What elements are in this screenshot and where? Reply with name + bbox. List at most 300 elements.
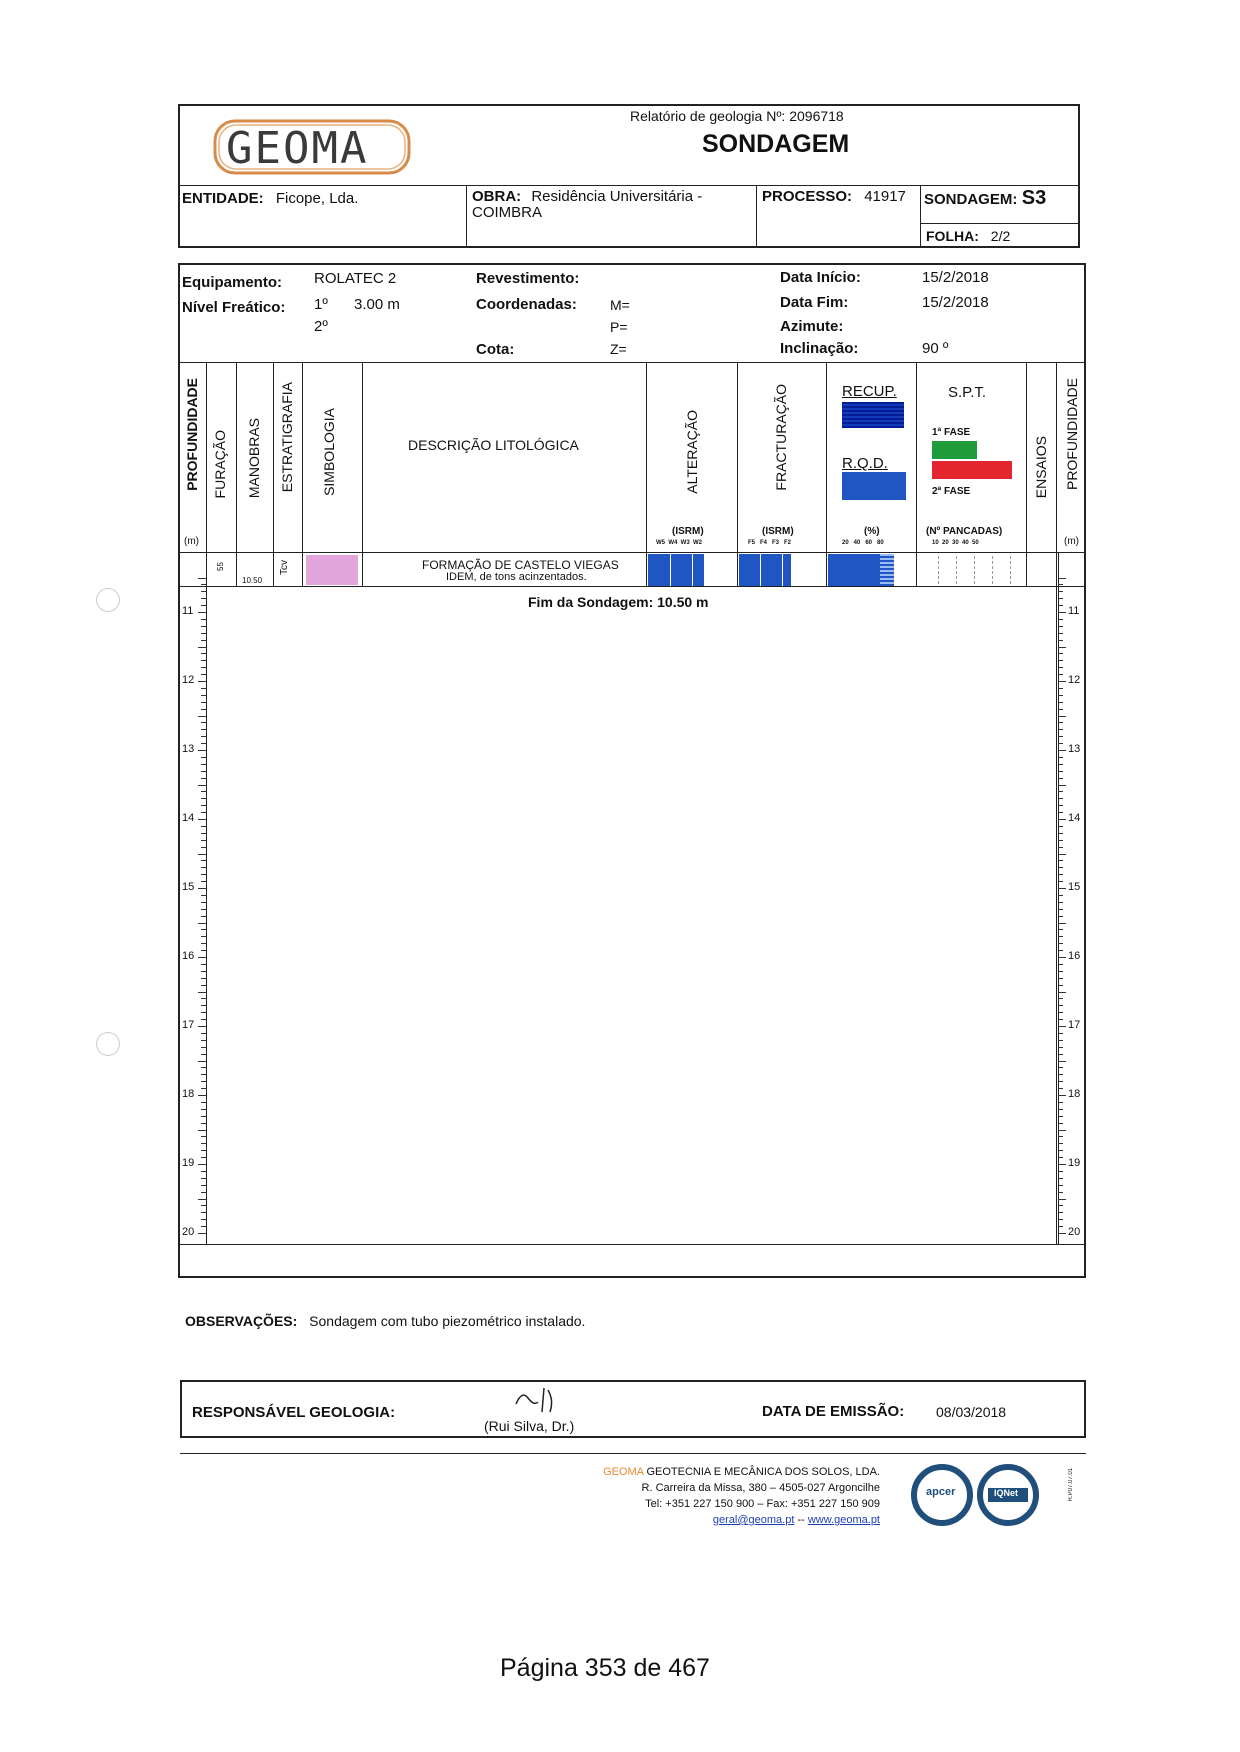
- depth-tick: [201, 929, 206, 930]
- alteracao-grid-2: [692, 554, 693, 586]
- depth-tick: [201, 674, 206, 675]
- col-profundidade-r-unit: (m): [1064, 536, 1079, 547]
- recup-scale: 20 40 60 80: [842, 540, 884, 546]
- recup-unit: (%): [864, 526, 880, 537]
- equipamento-value: ROLATEC 2: [314, 270, 397, 287]
- row-alteracao-bar: [648, 554, 704, 586]
- depth-label: 18: [1068, 1088, 1081, 1100]
- depth-tick: [201, 764, 206, 765]
- depth-tick: [198, 750, 206, 751]
- observacoes-value: Sondagem com tubo piezométrico instalado.: [309, 1313, 586, 1329]
- observacoes: [185, 1313, 585, 1329]
- logo-text: GEOMA: [226, 123, 369, 174]
- certification-logos: [906, 1462, 1046, 1528]
- footer-email-link[interactable]: geral@geoma.pt: [712, 1514, 795, 1526]
- depth-tick: [1058, 936, 1063, 937]
- row-desc-1: FORMAÇÃO DE CASTELO VIEGAS: [422, 558, 619, 572]
- data-inicio-value: 15/2/2018: [922, 269, 989, 286]
- depth-tick: [1058, 716, 1066, 717]
- depth-tick: [1058, 764, 1063, 765]
- page-number: Página 353 de 467: [500, 1654, 710, 1682]
- spt-grid-5: [1010, 556, 1011, 584]
- depth-tick: [1058, 964, 1063, 965]
- inclinacao-value: 90 º: [922, 340, 949, 357]
- footer-rule: [180, 1453, 1086, 1454]
- folha: [926, 228, 1010, 244]
- depth-tick: [1058, 1136, 1063, 1137]
- signature-icon: [508, 1382, 578, 1418]
- depth-label: 14: [1068, 812, 1081, 824]
- nivel-2: 2º: [314, 318, 328, 335]
- depth-tick: [201, 640, 206, 641]
- depth-label: 13: [1068, 743, 1081, 755]
- depth-label: 17: [182, 1019, 195, 1031]
- depth-tick: [1058, 785, 1066, 786]
- depth-tick: [198, 819, 206, 820]
- depth-tick: [1058, 929, 1063, 930]
- sondagem-value: S3: [1021, 187, 1047, 209]
- depth-tick: [1058, 1012, 1063, 1013]
- col-alteracao: ALTERAÇÃO: [684, 410, 700, 494]
- depth-tick: [1058, 909, 1063, 910]
- depth-tick: [1058, 826, 1063, 827]
- row-furacao: 55: [215, 562, 225, 571]
- report-number: Relatório de geologia Nº: 2096718: [630, 108, 844, 124]
- depth-tick: [1058, 695, 1063, 696]
- geoma-logo: [212, 117, 412, 177]
- depth-tick: [1058, 1192, 1063, 1193]
- depth-tick: [1058, 1178, 1063, 1179]
- entidade-label: ENTIDADE:: [182, 190, 264, 207]
- col-line-2: [236, 362, 237, 586]
- col-furacao: FURAÇÃO: [212, 430, 228, 499]
- depth-tick: [198, 1061, 206, 1062]
- depth-tick: [201, 1109, 206, 1110]
- depth-tick: [1058, 874, 1063, 875]
- col-line-5: [362, 362, 363, 586]
- depth-tick: [201, 950, 206, 951]
- depth-tick: [1058, 667, 1063, 668]
- cert-iqnet: IQNet: [994, 1488, 1019, 1498]
- footer-doc-code: R.P07.07.01: [1068, 1468, 1074, 1502]
- col-profundidade-unit: (m): [184, 536, 199, 547]
- depth-tick: [1058, 1005, 1063, 1006]
- depth-tick: [198, 888, 206, 889]
- entidade-value: Ficope, Lda.: [275, 190, 359, 207]
- col-fracturacao: FRACTURAÇÃO: [773, 384, 789, 491]
- depth-tick: [201, 1019, 206, 1020]
- depth-tick: [201, 1067, 206, 1068]
- responsavel-name: (Rui Silva, Dr.): [484, 1418, 575, 1434]
- depth-tick: [201, 598, 206, 599]
- header-vline-3: [920, 185, 921, 248]
- depth-tick: [201, 1012, 206, 1013]
- depth-tick: [1058, 923, 1066, 924]
- recup-label: RECUP.: [842, 383, 897, 400]
- row-fracturacao-bar: [739, 554, 791, 586]
- folha-label: FOLHA:: [926, 228, 979, 244]
- depth-tick: [201, 847, 206, 848]
- right-depth-ruler: [1056, 552, 1084, 1252]
- depth-tick: [1058, 805, 1063, 806]
- depth-tick: [1058, 819, 1066, 820]
- depth-tick: [201, 709, 206, 710]
- depth-tick: [1058, 1081, 1063, 1082]
- depth-tick: [198, 1199, 206, 1200]
- depth-tick: [201, 1205, 206, 1206]
- depth-tick: [201, 1171, 206, 1172]
- fase1-label: 1ª FASE: [932, 427, 971, 438]
- depth-tick: [1058, 729, 1063, 730]
- punch-hole-1: [96, 588, 120, 612]
- depth-label: 19: [182, 1157, 195, 1169]
- right-ruler-axis: [1058, 552, 1059, 1244]
- depth-tick: [1058, 1199, 1066, 1200]
- depth-tick: [201, 936, 206, 937]
- depth-label: 17: [1068, 1019, 1081, 1031]
- depth-tick: [201, 1157, 206, 1158]
- responsavel-label: RESPONSÁVEL GEOLOGIA:: [192, 1404, 396, 1421]
- alteracao-grid-1: [670, 554, 671, 586]
- depth-label: 12: [182, 674, 195, 686]
- depth-tick: [1058, 771, 1063, 772]
- nivel-1: 1º: [314, 296, 328, 313]
- page-title: SONDAGEM: [702, 130, 850, 158]
- depth-tick: [201, 909, 206, 910]
- recup-swatch: [842, 402, 904, 428]
- depth-tick: [201, 1219, 206, 1220]
- row-desc-2: IDEM, de tons acinzentados.: [446, 571, 587, 583]
- depth-tick: [1058, 1185, 1063, 1186]
- revestimento-label: Revestimento:: [476, 270, 580, 287]
- depth-tick: [1058, 957, 1066, 958]
- depth-tick: [201, 874, 206, 875]
- depth-tick: [201, 812, 206, 813]
- entidade: [182, 190, 358, 207]
- data-inicio-label: Data Início:: [780, 269, 861, 286]
- fracturacao-scale: F5 F4 F3 F2: [748, 540, 792, 546]
- depth-tick: [201, 660, 206, 661]
- depth-tick: [201, 722, 206, 723]
- depth-tick: [1058, 619, 1063, 620]
- spt-grid-3: [974, 556, 975, 584]
- depth-tick: [1058, 1033, 1063, 1034]
- col-profundidade: PROFUNDIDADE: [184, 378, 200, 491]
- depth-tick: [201, 695, 206, 696]
- inclinacao-label: Inclinação:: [780, 340, 859, 357]
- depth-label: 12: [1068, 674, 1081, 686]
- depth-tick: [1058, 1212, 1063, 1213]
- depth-tick: [198, 1026, 206, 1027]
- folha-value: 2/2: [990, 228, 1011, 244]
- depth-tick: [201, 840, 206, 841]
- depth-tick: [1058, 1143, 1063, 1144]
- obra-label: OBRA:: [472, 188, 522, 205]
- depth-tick: [198, 612, 206, 613]
- depth-tick: [1058, 757, 1063, 758]
- depth-tick: [1058, 1123, 1063, 1124]
- footer-street: R. Carreira da Missa, 380 – 4505-027 Argoncilhe: [641, 1482, 880, 1494]
- depth-tick: [201, 702, 206, 703]
- depth-tick: [1058, 798, 1063, 799]
- footer-web-link[interactable]: www.geoma.pt: [807, 1514, 880, 1526]
- depth-tick: [1058, 591, 1063, 592]
- depth-tick: [201, 1192, 206, 1193]
- depth-tick: [1058, 1047, 1063, 1048]
- depth-tick: [1058, 888, 1066, 889]
- row-recup-bar: [880, 554, 894, 586]
- depth-tick: [1058, 971, 1063, 972]
- col-simbologia: SIMBOLOGIA: [321, 408, 337, 496]
- depth-tick: [1058, 1019, 1063, 1020]
- depth-tick: [201, 833, 206, 834]
- depth-tick: [201, 902, 206, 903]
- depth-tick: [201, 985, 206, 986]
- depth-tick: [198, 578, 206, 579]
- depth-tick: [1058, 612, 1066, 613]
- depth-tick: [1058, 688, 1063, 689]
- depth-tick: [201, 584, 206, 585]
- depth-tick: [201, 826, 206, 827]
- footer-company: GEOTECNIA E MECÂNICA DOS SOLOS, LDA.: [646, 1466, 880, 1478]
- data-fim-label: Data Fim:: [780, 294, 849, 311]
- depth-label: 19: [1068, 1157, 1081, 1169]
- depth-tick: [1058, 1219, 1063, 1220]
- depth-tick: [201, 916, 206, 917]
- depth-tick: [201, 1116, 206, 1117]
- col-line-9: [916, 362, 917, 586]
- z-label: Z=: [610, 341, 627, 357]
- depth-tick: [1058, 1074, 1063, 1075]
- depth-tick: [1058, 1067, 1063, 1068]
- depth-tick: [1058, 867, 1063, 868]
- depth-tick: [1058, 633, 1063, 634]
- depth-tick: [201, 1102, 206, 1103]
- depth-tick: [1058, 998, 1063, 999]
- depth-label: 16: [182, 950, 195, 962]
- depth-tick: [1058, 1061, 1066, 1062]
- depth-tick: [201, 1033, 206, 1034]
- depth-tick: [198, 681, 206, 682]
- depth-tick: [1058, 750, 1066, 751]
- depth-tick: [201, 1178, 206, 1179]
- observacoes-label: OBSERVAÇÕES:: [185, 1313, 298, 1329]
- depth-tick: [1058, 598, 1063, 599]
- depth-tick: [1058, 985, 1063, 986]
- data-emissao-value: 08/03/2018: [936, 1404, 1007, 1420]
- depth-tick: [201, 1143, 206, 1144]
- log-header-bottom: [178, 552, 1086, 553]
- depth-tick: [198, 1164, 206, 1165]
- depth-tick: [201, 867, 206, 868]
- spt-grid-4: [992, 556, 993, 584]
- data-fim-value: 15/2/2018: [922, 294, 989, 311]
- depth-tick: [1058, 1226, 1063, 1227]
- processo-value: 41917: [864, 188, 906, 205]
- depth-label: 13: [182, 743, 195, 755]
- row-simbologia-fill: [306, 555, 358, 585]
- col-line-6: [646, 362, 647, 586]
- m-label: M=: [610, 297, 630, 313]
- depth-tick: [201, 778, 206, 779]
- depth-tick: [1058, 881, 1063, 882]
- obra-value-2: COIMBRA: [472, 204, 543, 221]
- depth-tick: [1058, 860, 1063, 861]
- depth-tick: [201, 1040, 206, 1041]
- obra-value-1: Residência Universitária -: [531, 188, 703, 205]
- alteracao-unit: (ISRM): [672, 526, 704, 537]
- depth-tick: [1058, 1088, 1063, 1089]
- fase1-swatch: [932, 441, 977, 459]
- depth-tick: [1058, 584, 1063, 585]
- depth-tick: [1058, 950, 1063, 951]
- depth-tick: [201, 964, 206, 965]
- depth-tick: [201, 619, 206, 620]
- col-line-10: [1026, 362, 1027, 586]
- row-rqd-bar: [828, 554, 880, 586]
- depth-tick: [201, 1074, 206, 1075]
- depth-tick: [1058, 833, 1063, 834]
- depth-tick: [201, 1088, 206, 1089]
- depth-tick: [201, 998, 206, 999]
- depth-tick: [1058, 743, 1063, 744]
- depth-tick: [1058, 722, 1063, 723]
- depth-tick: [1058, 736, 1063, 737]
- header-divider: [178, 185, 1080, 186]
- col-descricao: DESCRIÇÃO LITOLÓGICA: [408, 437, 579, 453]
- col-estratigrafia: ESTRATIGRAFIA: [279, 382, 295, 493]
- depth-tick: [201, 791, 206, 792]
- spt-grid-2: [956, 556, 957, 584]
- header-folha-line: [920, 223, 1080, 224]
- footer-phone: Tel: +351 227 150 900 – Fax: +351 227 150 909: [645, 1498, 880, 1510]
- depth-tick: [201, 1150, 206, 1151]
- fim-sondagem: Fim da Sondagem: 10.50 m: [528, 594, 709, 610]
- processo: [762, 188, 906, 205]
- depth-tick: [1058, 647, 1066, 648]
- footer-address: [540, 1464, 880, 1528]
- cota-label: Cota:: [476, 341, 515, 358]
- data-emissao-label: DATA DE EMISSÃO:: [762, 1403, 905, 1420]
- depth-tick: [201, 805, 206, 806]
- depth-tick: [1058, 653, 1063, 654]
- fase2-label: 2ª FASE: [932, 486, 971, 497]
- depth-tick: [201, 626, 206, 627]
- log-bottom-line: [178, 1244, 1086, 1245]
- depth-tick: [1058, 681, 1066, 682]
- depth-tick: [1058, 916, 1063, 917]
- depth-label: 15: [1068, 881, 1081, 893]
- depth-tick: [201, 1226, 206, 1227]
- row-manobra: 10.50: [242, 576, 263, 585]
- depth-tick: [1058, 709, 1063, 710]
- log-row-bottom: [178, 586, 1086, 587]
- depth-tick: [201, 971, 206, 972]
- depth-tick: [198, 785, 206, 786]
- depth-tick: [201, 736, 206, 737]
- spt-grid-1: [938, 556, 939, 584]
- depth-tick: [198, 1130, 206, 1131]
- rqd-swatch: [842, 472, 906, 500]
- depth-tick: [1058, 626, 1063, 627]
- depth-label: 11: [1068, 605, 1080, 617]
- depth-tick: [201, 591, 206, 592]
- footer-brand: GEOMA: [603, 1466, 644, 1478]
- depth-tick: [1058, 1171, 1063, 1172]
- cert-apcer: apcer: [926, 1486, 956, 1498]
- depth-label: 20: [182, 1226, 195, 1238]
- depth-tick: [1058, 1116, 1063, 1117]
- rqd-label: R.Q.D.: [842, 455, 888, 472]
- col-ensaios: ENSAIOS: [1033, 436, 1049, 499]
- depth-tick: [198, 1233, 206, 1234]
- footer-link-separator: --: [794, 1514, 808, 1526]
- log-box: [178, 263, 1086, 1278]
- spt-label: S.P.T.: [948, 384, 987, 401]
- depth-tick: [198, 1095, 206, 1096]
- depth-tick: [198, 992, 206, 993]
- depth-label: 20: [1068, 1226, 1081, 1238]
- depth-tick: [201, 688, 206, 689]
- depth-tick: [201, 605, 206, 606]
- depth-tick: [201, 743, 206, 744]
- depth-tick: [198, 923, 206, 924]
- depth-tick: [1058, 578, 1066, 579]
- ensaios-body-line: [1056, 586, 1057, 1244]
- depth-tick: [1058, 1102, 1063, 1103]
- depth-tick: [1058, 1164, 1066, 1165]
- col-line-7: [737, 362, 738, 586]
- depth-tick: [1058, 1150, 1063, 1151]
- depth-tick: [201, 653, 206, 654]
- signature: [508, 1382, 578, 1418]
- depth-tick: [201, 978, 206, 979]
- col-line-8: [826, 362, 827, 586]
- spt-scale: 10 20 30 40 50: [932, 540, 979, 546]
- depth-tick: [201, 771, 206, 772]
- depth-tick: [201, 729, 206, 730]
- depth-tick: [1058, 605, 1063, 606]
- depth-tick: [1058, 847, 1063, 848]
- left-ruler-axis: [206, 552, 207, 1244]
- depth-tick: [1058, 791, 1063, 792]
- depth-tick: [201, 943, 206, 944]
- fase2-swatch: [932, 461, 1012, 479]
- spt-unit: (Nº PANCADAS): [926, 526, 1003, 537]
- depth-tick: [1058, 1054, 1063, 1055]
- depth-tick: [201, 895, 206, 896]
- depth-tick: [1058, 778, 1063, 779]
- nivel-1-value: 3.00 m: [354, 296, 400, 313]
- depth-tick: [1058, 1233, 1066, 1234]
- punch-hole-2: [96, 1032, 120, 1056]
- sondagem-label: SONDAGEM:: [924, 191, 1018, 208]
- depth-tick: [198, 957, 206, 958]
- depth-tick: [201, 1185, 206, 1186]
- fracturacao-grid-1: [760, 554, 761, 586]
- depth-tick: [1058, 992, 1066, 993]
- coordenadas-label: Coordenadas:: [476, 296, 577, 313]
- depth-tick: [1058, 840, 1063, 841]
- depth-tick: [201, 860, 206, 861]
- col-manobras: MANOBRAS: [246, 418, 262, 499]
- log-header-top: [178, 362, 1086, 363]
- depth-tick: [201, 633, 206, 634]
- depth-tick: [201, 1054, 206, 1055]
- depth-tick: [201, 1136, 206, 1137]
- depth-tick: [201, 1212, 206, 1213]
- depth-tick: [1058, 902, 1063, 903]
